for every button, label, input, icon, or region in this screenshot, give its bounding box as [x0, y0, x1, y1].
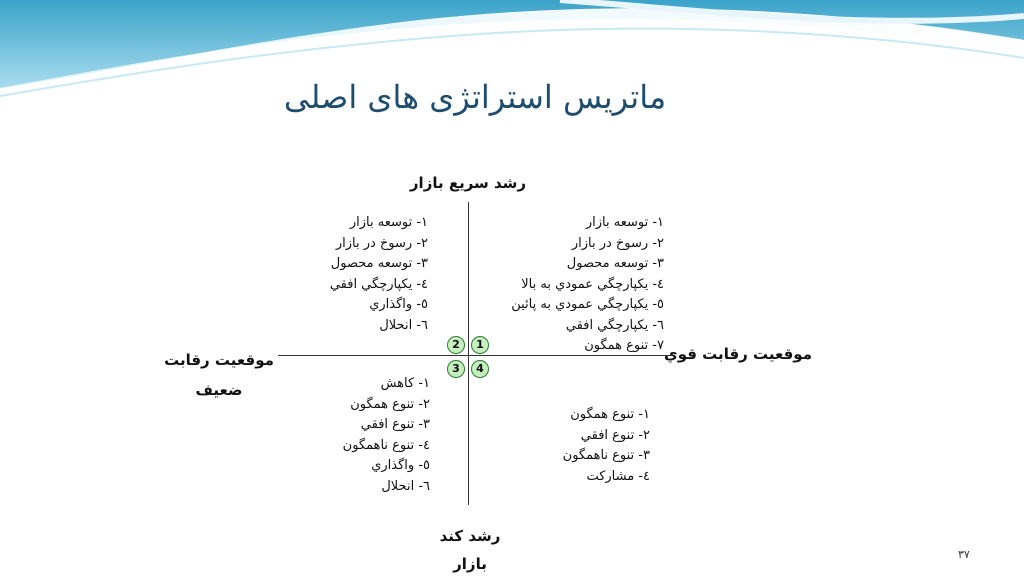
vertical-axis	[468, 202, 469, 505]
list-item: ٤- يكپارچگي عمودي به بالا	[521, 276, 664, 292]
list-item: ٥- واگذاري	[371, 458, 430, 473]
axis-label-bottom	[410, 522, 530, 578]
quadrant-4-badge: 4	[471, 360, 489, 378]
list-item: ٥- يكپارچگي عمودي به پائين	[511, 297, 664, 312]
list-item: ٦- يكپارچگي افقي	[565, 317, 664, 333]
list-item: ٣- توسعه محصول	[330, 256, 428, 271]
axis-label-left-line1: موقعيت رقابت	[164, 351, 274, 369]
quadrant-2-strategies	[270, 213, 428, 336]
axis-label-top: رشد سريع بازار	[409, 174, 527, 192]
list-item: ٧- تنوع همگون	[584, 338, 664, 353]
quadrant-1-strategies	[470, 213, 664, 357]
list-item: ٤- يكپارچگي افقي	[329, 276, 428, 292]
axis-label-bottom-line1: رشد كند	[439, 527, 501, 545]
axis-label-left	[160, 345, 278, 405]
list-item: ٣- توسعه محصول	[566, 256, 664, 271]
axis-label-bottom-line2: بازار	[453, 555, 487, 573]
list-item: ١- تنوع همگون	[570, 407, 650, 422]
quadrant-3-badge: 3	[447, 360, 465, 378]
quadrant-2-badge: 2	[447, 336, 465, 354]
list-item: ٢- تنوع همگون	[350, 396, 430, 412]
list-item: ٢- رسوخ در بازار	[571, 235, 664, 251]
list-item: ١- توسعه بازار	[349, 215, 428, 230]
list-item: ٤- تنوع ناهمگون	[342, 437, 430, 453]
axis-label-left-line2: ضعيف	[195, 381, 243, 399]
list-item: ٢- رسوخ در بازار	[335, 235, 428, 251]
page-number: ٣٧	[958, 548, 970, 561]
axis-label-right: موقعيت رقابت قوي	[663, 345, 812, 363]
quadrant-3-strategies	[270, 374, 430, 497]
list-item: ٦- انحلال	[381, 478, 430, 494]
list-item: ١- توسعه بازار	[585, 215, 664, 230]
list-item: ٣- تنوع افقي	[360, 417, 430, 432]
list-item: ١- كاهش	[380, 376, 430, 391]
list-item: ٦- انحلال	[379, 317, 428, 333]
list-item: ٣- تنوع ناهمگون	[562, 448, 650, 463]
list-item: ٢- تنوع افقي	[580, 427, 650, 443]
list-item: ٤- مشاركت	[586, 468, 650, 484]
quadrant-1-badge: 1	[471, 336, 489, 354]
page-title: ماتریس استراتژی های اصلی	[283, 78, 667, 116]
list-item: ٥- واگذاري	[369, 297, 428, 312]
quadrant-4-strategies	[520, 405, 650, 487]
